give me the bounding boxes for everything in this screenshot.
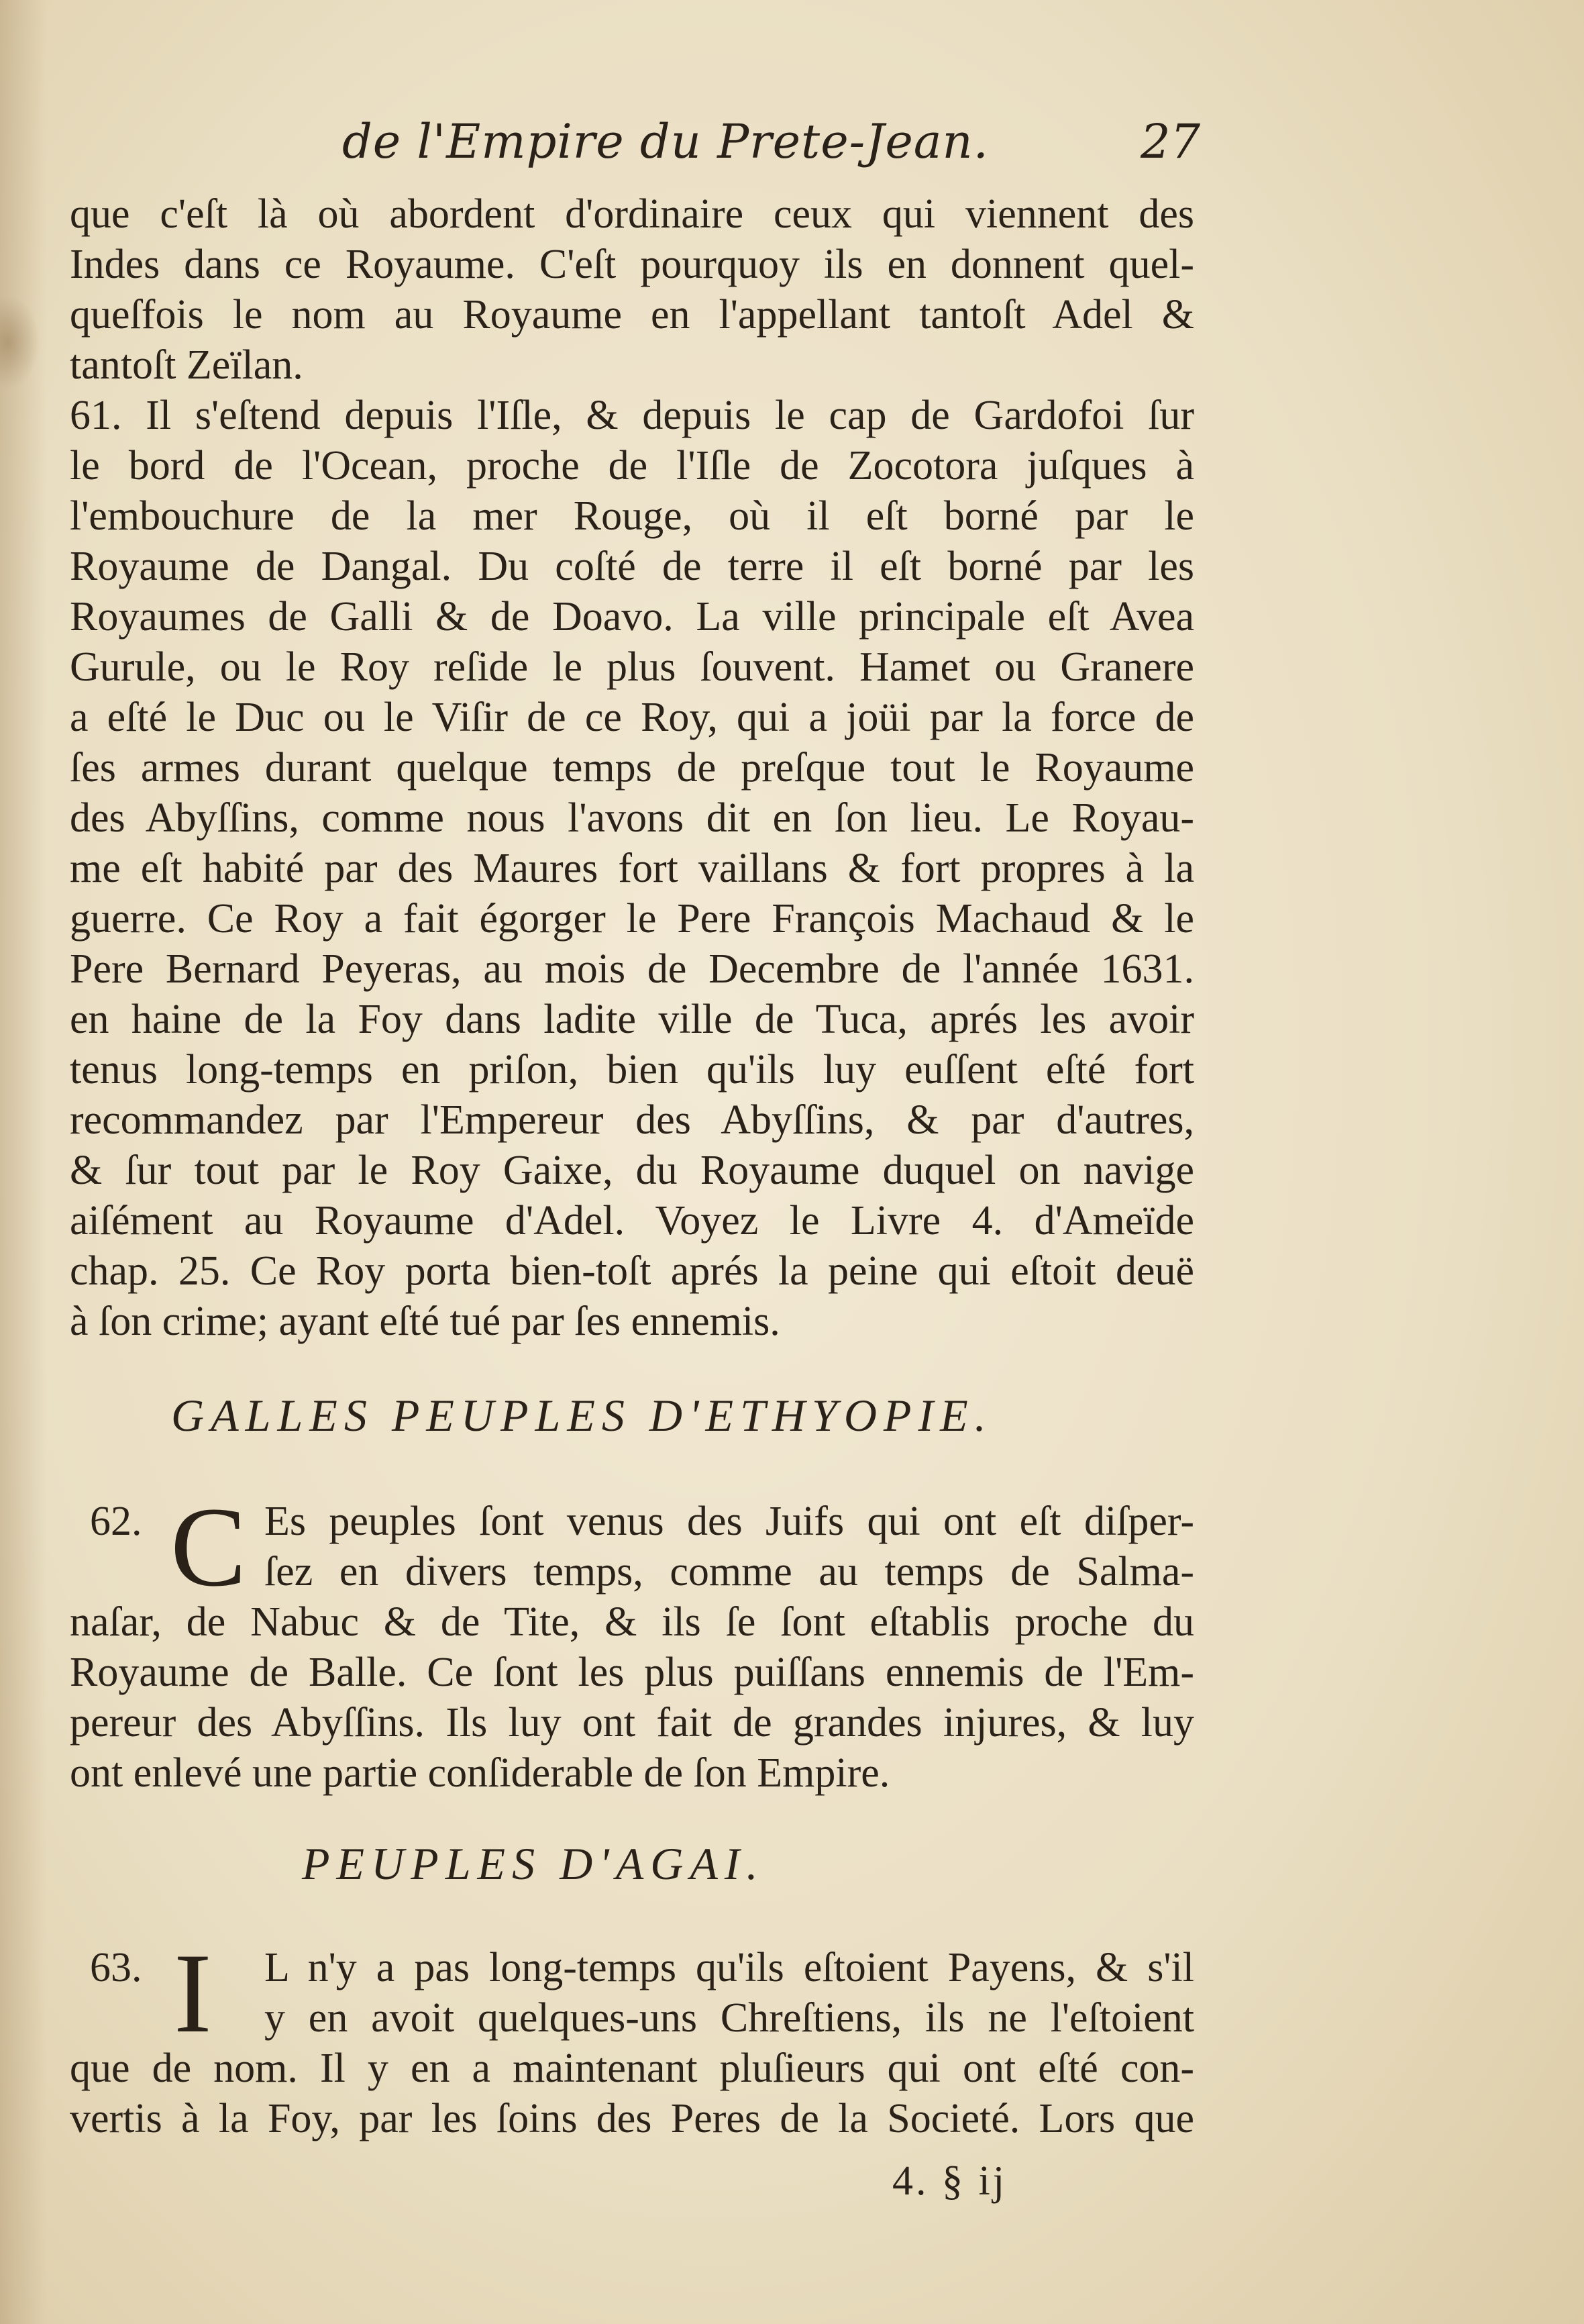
- text-line: tantoſt Zeïlan.: [70, 342, 303, 388]
- text-line: chap. 25. Ce Roy porta bien-toſt aprés la peine qui eſtoit deuë: [70, 1248, 1194, 1294]
- paragraph-61: [70, 391, 1194, 1347]
- text-line: ſez en divers temps, comme au temps de Salma-: [264, 1549, 1194, 1595]
- drop-cap: C: [170, 1484, 247, 1610]
- text-line: queſfois le nom au Royaume en l'appellant tantoſt Adel &: [70, 292, 1194, 338]
- text-line: Gurule, ou le Roy reſide le plus ſouvent. Hamet ou Granere: [70, 644, 1194, 690]
- text-line: naſar, de Nabuc & de Tite, & ils ſe ſont eſtablis proche du: [70, 1599, 1194, 1645]
- text-line: à ſon crime; ayant eſté tué par ſes ennemis.: [70, 1299, 780, 1344]
- page-number: 27: [1141, 114, 1201, 169]
- text-line: tenus long-temps en priſon, bien qu'ils luy euſſent eſté fort: [70, 1047, 1194, 1093]
- text-line: me eſt habité par des Maures fort vaillans & fort propres à la: [70, 846, 1194, 891]
- text-line: que de nom. Il y en a maintenant pluſieurs qui ont eſté con-: [70, 2045, 1194, 2091]
- text-line: Royaumes de Galli & de Doavo. La ville principale eſt Avea: [70, 594, 1194, 640]
- text-line: Indes dans ce Royaume. C'eſt pourquoy ils en donnent quel-: [70, 242, 1194, 287]
- text-line: Pere Bernard Peyeras, au mois de Decembre de l'année 1631.: [70, 946, 1194, 992]
- text-line: vertis à la Foy, par les ſoins des Peres de la Societé. Lors que: [70, 2096, 1194, 2141]
- text-line: aiſément au Royaume d'Adel. Voyez le Livre 4. d'Ameïde: [70, 1198, 1194, 1244]
- text-line: guerre. Ce Roy a fait égorger le Pere François Machaud & le: [70, 896, 1194, 942]
- text-line: & ſur tout par le Roy Gaixe, du Royaume duquel on navige: [70, 1148, 1194, 1193]
- dropcap-row: [70, 1484, 1194, 1610]
- text-line: L n'y a pas long-temps qu'ils eſtoient Payens, & s'il: [264, 1945, 1194, 1990]
- paragraph-body: [70, 2043, 1194, 2144]
- text-line: en haine de la Foy dans ladite ville de Tuca, aprés les avoir: [70, 997, 1194, 1042]
- text-line: ont enlevé une partie conſiderable de ſon Empire.: [70, 1750, 890, 1796]
- paragraph-continued: [70, 189, 1194, 391]
- page-stain: [0, 295, 40, 389]
- page-header: [67, 107, 1208, 188]
- text-line: 61. Il s'eſtend depuis l'Iſle, & depuis le cap de Gardofoi ſur: [70, 393, 1194, 438]
- paragraph-63: [70, 1930, 1194, 2144]
- text-line: y en avoit quelques-uns Chreſtiens, ils ne l'eſtoient: [264, 1995, 1194, 2041]
- text-line: pereur des Abyſſins. Ils luy ont fait de grandes injures, & luy: [70, 1700, 1194, 1746]
- text-line: Es peuples ſont venus des Juifs qui ont eſt diſper-: [264, 1499, 1194, 1544]
- paragraph-body: [70, 1597, 1194, 1799]
- dropcap-row: [70, 1930, 1194, 2056]
- text-line: a eſté le Duc ou le Viſir de ce Roy, qui a joüi par la force de: [70, 695, 1194, 740]
- text-line: Royaume de Balle. Ce ſont les plus puiſſans ennemis de l'Em-: [70, 1650, 1194, 1695]
- text-line: l'embouchure de la mer Rouge, où il eſt borné par le: [70, 493, 1194, 539]
- dropcap-lines: [264, 1497, 1194, 1597]
- paragraph-62: [70, 1484, 1194, 1799]
- text-line: recommandez par l'Empereur des Abyſſins, & par d'autres,: [70, 1097, 1194, 1143]
- text-line: Royaume de Dangal. Du coſté de terre il eſt borné par les: [70, 544, 1194, 589]
- section-heading-agai: PEUPLES D'AGAI.: [302, 1838, 765, 1889]
- paragraph-number: 62.: [90, 1499, 142, 1544]
- text-line: le bord de l'Ocean, proche de l'Iſle de Zocotora juſques à: [70, 443, 1194, 489]
- paragraph-number: 63.: [90, 1945, 142, 1990]
- drop-cap: I: [174, 1930, 212, 2056]
- section-heading-galles: GALLES PEUPLES D'ETHYOPIE.: [171, 1390, 993, 1441]
- signature-mark: 4. § ij: [892, 2158, 1007, 2204]
- text-line: ſes armes durant quelque temps de preſque tout le Royaume: [70, 745, 1194, 791]
- text-line: des Abyſſins, comme nous l'avons dit en ſon lieu. Le Royau-: [70, 795, 1194, 841]
- dropcap-lines: [264, 1943, 1194, 2043]
- text-line: que c'eſt là où abordent d'ordinaire ceux qui viennent des: [70, 191, 1194, 237]
- running-head: de l'Empire du Prete-Jean.: [342, 114, 989, 169]
